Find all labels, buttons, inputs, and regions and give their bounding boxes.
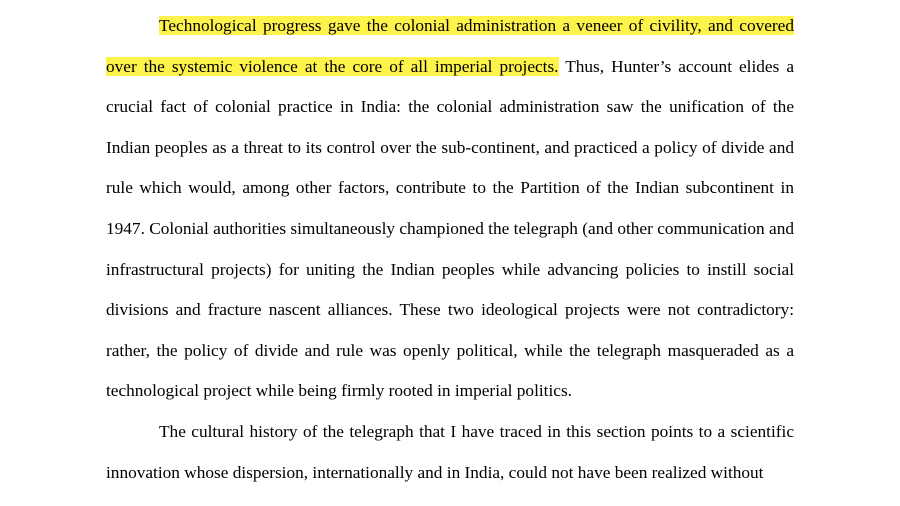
body-paragraph-2 [106,412,794,493]
paragraph-text: Thus, Hunter’s account elides a crucial fact of colonial practice in India: the colonial administration saw the unification of the Indian peoples as a threat to its control over the sub-continent, and practiced a policy of divide and rule which would, among other factors, contribute to the Partition of the Indian subcontinent in 1947. Colonial authorities simultaneously championed the telegraph (and other communication and infrastructural projects) for uniting the Indian peoples while advancing policies to instill social divisions and fracture nascent alliances. These two ideological projects were not contradictory: rather, the policy of divide and rule was openly political, while the telegraph masqueraded as a technological project while being firmly rooted in imperial politics. [106,56,794,401]
paragraph-text: The cultural history of the telegraph that I have traced in this section points to a scientific innovation whose dispersion, internationally and in India, could not have been realized without [106,422,794,482]
highlighted-passage[interactable]: Technological progress gave the colonial administration a veneer of civility, and covered over the systemic violence at the core of all imperial projects. [106,16,794,76]
body-paragraph-1 [106,6,794,412]
